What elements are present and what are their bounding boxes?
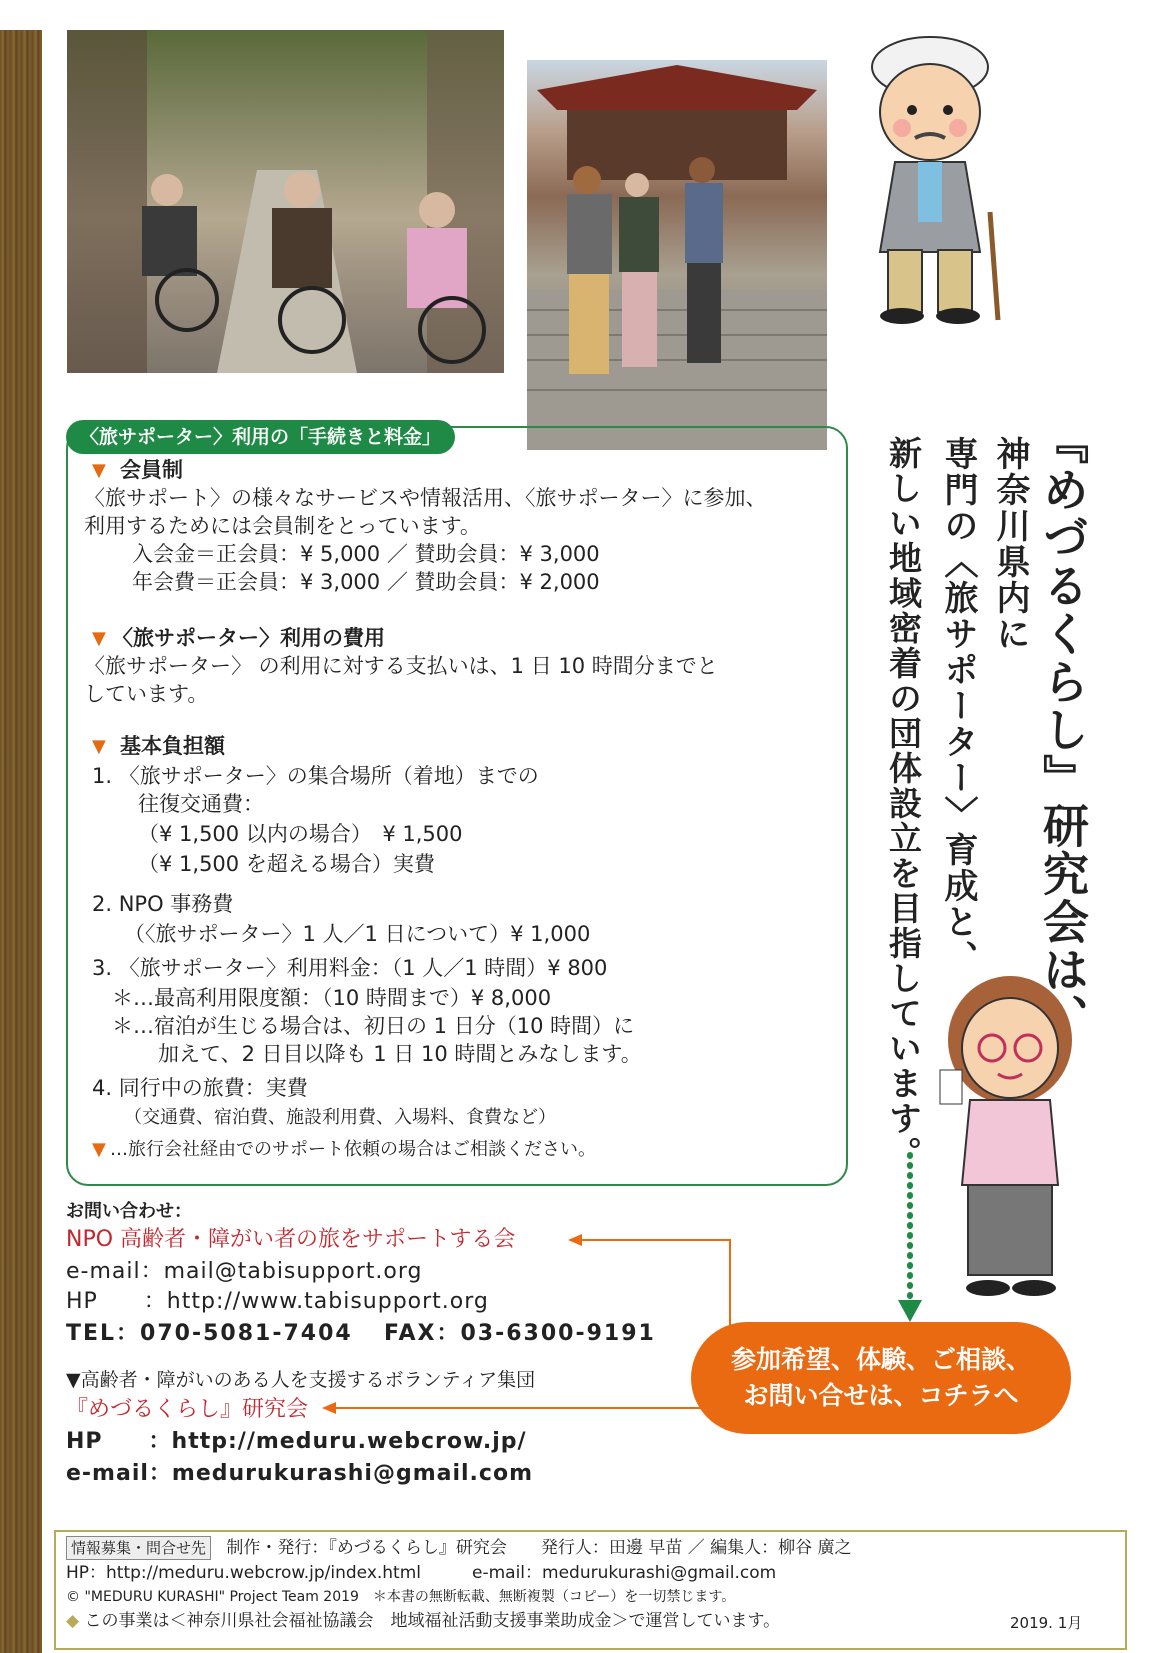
membership-title: 会員制 <box>120 458 183 482</box>
usage-cost-title: 〈旅サポーター〉利用の費用 <box>112 626 385 650</box>
temple-stairs-photo <box>527 60 827 450</box>
npo-fax: FAX：03-6300-9191 <box>384 1321 656 1346</box>
footer-publisher: 制作・発行：『めづるくらし』研究会 発行人：田邊 早苗 ／ 編集人：柳谷 廣之 <box>226 1538 852 1558</box>
cta-line-2: お問い合せは、コチラへ <box>743 1381 1019 1410</box>
triangle-marker-icon: ▼ <box>92 1139 106 1160</box>
street-wheelchair-photo <box>67 30 504 373</box>
item2-line1: 2. NPO 事務費 <box>92 892 234 916</box>
meduru-name: 『めづるくらし』研究会 <box>66 1397 309 1422</box>
footer-copyright: © "MEDURU KURASHI" Project Team 2019 ＊本書の無断転載、無断複製（コピー）を一切禁じます。 <box>66 1589 736 1605</box>
vertical-headline-3: 専門の〈旅サポーター〉育成と、 <box>938 436 978 976</box>
travel-agency-note: …旅行会社経由でのサポート依頼の場合はご相談ください。 <box>110 1139 596 1160</box>
item3-line1: 3. 〈旅サポーター〉利用料金：（1 人／1 時間）¥ 800 <box>92 956 608 980</box>
footer-line-4 <box>66 1610 780 1632</box>
vertical-headline-1: 『めづるくらし』研究会は、 <box>1036 418 1090 1042</box>
npo-name: NPO 高齢者・障がい者の旅をサポートする会 <box>66 1227 516 1252</box>
item4-line2: （交通費、宿泊費、施設利用費、入場料、食費など） <box>124 1107 556 1128</box>
item3-line3: ＊…宿泊が生じる場合は、初日の 1 日分（10 時間）に <box>112 1014 635 1038</box>
elderly-man-illustration <box>840 22 1020 327</box>
entry-fee: 入会金＝正会員：¥ 5,000 ／ 賛助会員：¥ 3,000 <box>132 542 600 566</box>
membership-text-1: 〈旅サポート〉の様々なサービスや情報活用、〈旅サポーター〉に参加、 <box>84 486 767 510</box>
wood-border <box>0 30 42 1653</box>
npo-tel: TEL：070-5081-7404 <box>66 1321 353 1346</box>
membership-text-2: 利用するためには会員制をとっています。 <box>84 514 481 538</box>
triangle-marker-icon: ▼ <box>92 628 106 649</box>
item1-line3: （¥ 1,500 以内の場合） ¥ 1,500 <box>138 822 463 846</box>
item1-line1: 1. 〈旅サポーター〉の集合場所（着地）までの <box>92 764 539 788</box>
item1-line4: （¥ 1,500 を超える場合）実費 <box>138 852 435 876</box>
item1-line2: 往復交通費： <box>138 792 264 816</box>
meduru-email[interactable]: e-mail：medurukurashi@gmail.com <box>66 1461 533 1486</box>
item2-line2: （〈旅サポーター〉1 人／1 日について）¥ 1,000 <box>124 922 591 946</box>
volunteer-group-label: ▼高齢者・障がいのある人を支援するボランティア集団 <box>66 1369 536 1391</box>
annual-fee: 年会費＝正会員：¥ 3,000 ／ 賛助会員：¥ 2,000 <box>132 570 600 594</box>
vertical-headline-4: 新しい地域密着の団体設立を目指しています。 <box>884 436 923 1171</box>
cta-line-1: 参加希望、体験、ご相談、 <box>730 1345 1031 1374</box>
footer-line-1 <box>66 1536 852 1560</box>
item3-line4: 加えて、2 日目以降も 1 日 10 時間とみなします。 <box>158 1042 642 1066</box>
info-tag: 情報募集・問合せ先 <box>66 1536 211 1560</box>
contact-cta-oval[interactable] <box>691 1322 1071 1434</box>
contact-header: お問い合わせ： <box>66 1201 192 1222</box>
item3-line2: ＊…最高利用限度額：（10 時間まで）¥ 8,000 <box>112 986 552 1010</box>
basic-charge-title: 基本負担額 <box>120 734 225 758</box>
triangle-marker-icon: ▼ <box>92 736 106 757</box>
triangle-marker-icon: ▼ <box>92 460 106 481</box>
footer-date: 2019. 1月 <box>1010 1614 1083 1632</box>
diamond-icon: ◆ <box>66 1611 80 1631</box>
procedure-fee-heading: 〈旅サポーター〉利用の「手続きと料金」 <box>66 420 455 454</box>
npo-email[interactable]: e-mail：mail@tabisupport.org <box>66 1259 423 1284</box>
footer-line-2: HP：http://meduru.webcrow.jp/index.html e-mail：medurukurashi@gmail.com <box>66 1563 777 1583</box>
usage-cost-text-1: 〈旅サポーター〉 の利用に対する支払いは、1 日 10 時間分までと <box>84 654 718 678</box>
npo-homepage[interactable]: HP ：http://www.tabisupport.org <box>66 1289 489 1314</box>
meduru-homepage[interactable]: HP ：http://meduru.webcrow.jp/ <box>66 1429 527 1454</box>
footer-funding: この事業は＜神奈川県社会福祉協議会 地域福祉活動支援事業助成金＞で運営しています。 <box>84 1611 781 1631</box>
vertical-headline-2: 神奈川県内に <box>990 436 1030 652</box>
usage-cost-text-2: しています。 <box>84 682 209 706</box>
dotted-down-arrow-icon <box>895 1150 925 1330</box>
item4-line1: 4. 同行中の旅費：実費 <box>92 1076 308 1100</box>
orange-connector-arrows <box>300 1230 750 1420</box>
